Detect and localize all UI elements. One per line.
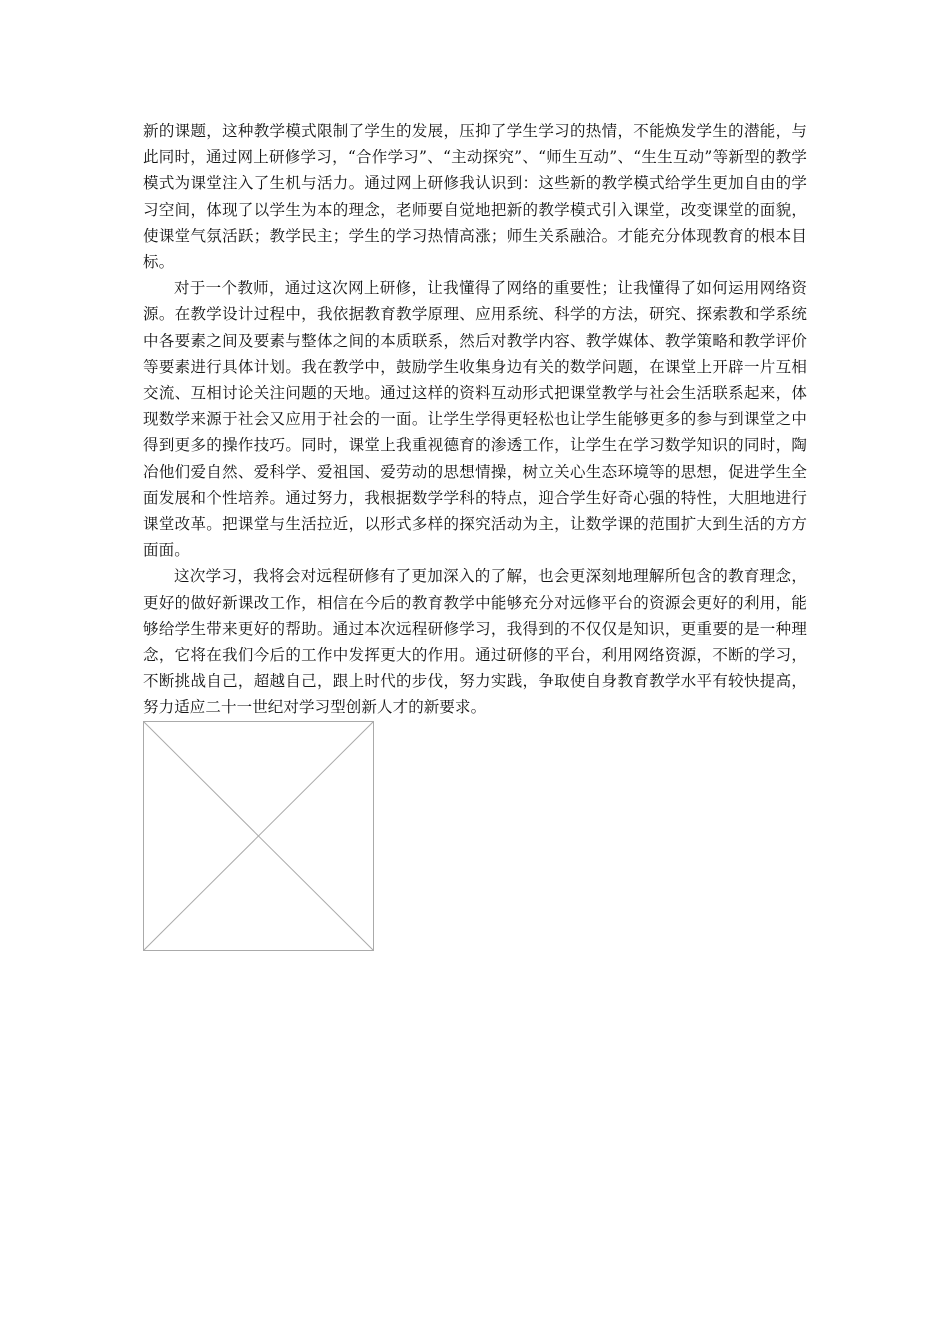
missing-image-icon: [143, 721, 374, 951]
paragraph-2: 对于一个教师，通过这次网上研修，让我懂得了网络的重要性；让我懂得了如何运用网络资源。在教学设计过程中，我依据教育教学原理、应用系统、科学的方法，研究、探索教和学系统中各要素之间及要素与整体之间的本质联系，然后对教学内容、教学媒体、教学策略和教学评价等要素进行具体计划。我在教学中，鼓励学生收集身边有关的数学问题，在课堂上开辟一片互相交流、互相讨论关注问题的天地。通过这样的资料互动形式把课堂教学与社会生活联系起来，体现数学来源于社会又应用于社会的一面。让学生学得更轻松也让学生能够更多的参与到课堂之中得到更多的操作技巧。同时，课堂上我重视德育的渗透工作，让学生在学习数学知识的同时，陶冶他们爱自然、爱科学、爱祖国、爱劳动的思想情操，树立关心生态环境等的思想，促进学生全面发展和个性培养。通过努力，我根据数学学科的特点，迎合学生好奇心强的特性，大胆地进行课堂改革。把课堂与生活拉近，以形式多样的探究活动为主，让数学课的范围扩大到生活的方方面面。: [143, 279, 807, 560]
paragraph-1: 新的课题，这种教学模式限制了学生的发展，压抑了学生学习的热情，不能焕发学生的潜能，与此同时，通过网上研修学习，“合作学习”、“主动探究”、“师生互动”、“生生互动”等新型的教学模式为课堂注入了生机与活力。通过网上研修我认识到：这些新的教学模式给学生更加自由的学习空间，体现了以学生为本的理念，老师要自觉地把新的教学模式引入课堂，改变课堂的面貌，使课堂气氛活跃；教学民主；学生的学习热情高涨；师生关系融洽。才能充分体现教育的根本目标。: [143, 122, 807, 272]
paragraph-3: 这次学习，我将会对远程研修有了更加深入的了解，也会更深刻地理解所包含的教育理念，更好的做好新课改工作，相信在今后的教育教学中能够充分对远修平台的资源会更好的利用，能够给学生带来更好的帮助。通过本次远程研修学习，我得到的不仅仅是知识，更重要的是一种理念，它将在我们今后的工作中发挥更大的作用。通过研修的平台，利用网络资源，不断的学习，不断挑战自己，超越自己，跟上时代的步伐，努力实践，争取使自身教育教学水平有较快提高，努力适应二十一世纪对学习型创新人才的新要求。: [143, 567, 807, 717]
document-body: [143, 118, 807, 721]
image-placeholder: [143, 721, 374, 951]
